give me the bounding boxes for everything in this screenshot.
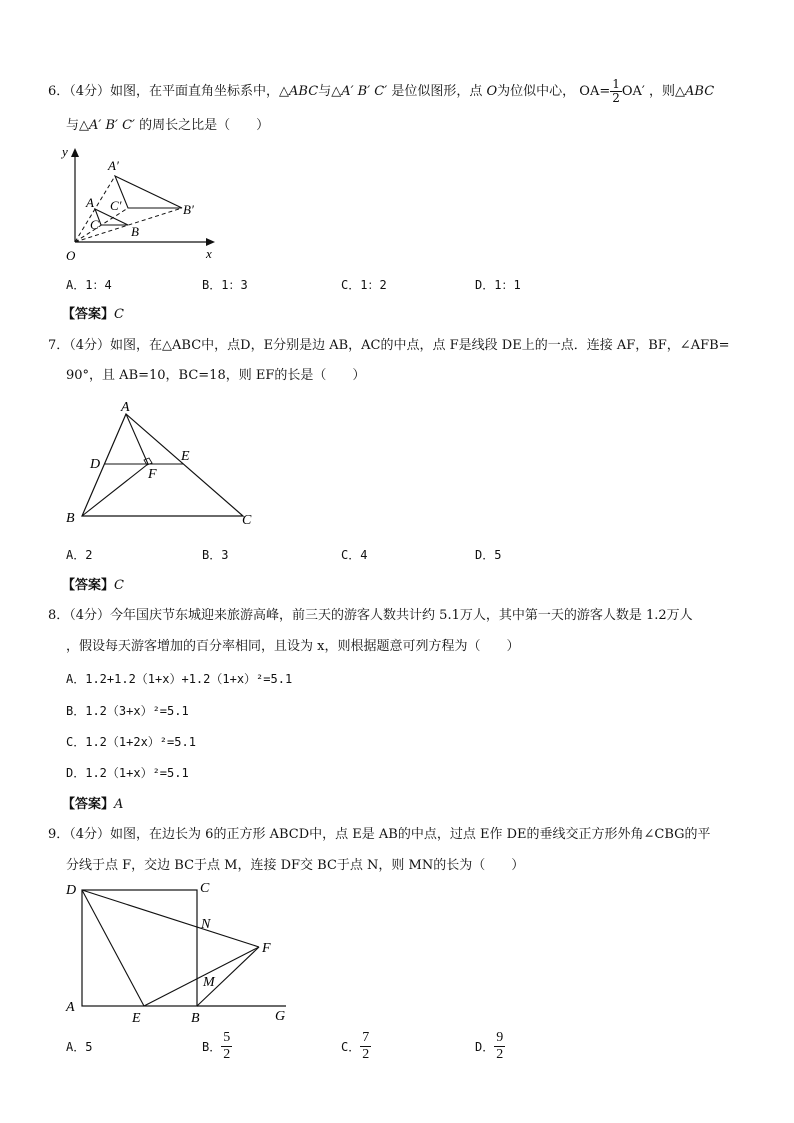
label-y: y <box>62 144 68 159</box>
q6-option-a: A．1：4 <box>66 278 112 292</box>
label-e: E <box>181 449 190 464</box>
label-f: F <box>262 941 271 956</box>
q8-stem-line2: ，假设每天游客增加的百分率相同，且设为 x，则根据题意可列方程为（ ） <box>66 639 520 654</box>
label-a: A <box>86 195 94 210</box>
q7-stem-line1: 7．（4分）如图，在△ABC中，点D，E分别是边 AB，AC的中点，点 F是线段 DE上的一点．连接 AF，BF，∠AFB= <box>48 338 730 353</box>
segment-df <box>82 890 259 947</box>
q9-option-c: C． $\frac{7}{2}$ <box>341 1030 370 1062</box>
label-a1: A′ <box>108 158 119 173</box>
label-f: F <box>148 467 157 482</box>
q7-figure <box>60 396 260 534</box>
q8-option-d: D．1.2（1+x）²=5.1 <box>66 766 189 780</box>
q9-stem-line2: 分线于点 F，交边 BC于点 M，连接 DF交 BC于点 N，则 MN的长为（ ） <box>66 858 525 873</box>
label-e: E <box>132 1011 141 1026</box>
triangle-abc <box>82 414 243 516</box>
label-c: C <box>242 513 252 528</box>
q8-option-b: B．1.2（3+x）²=5.1 <box>66 704 189 718</box>
label-d: D <box>90 457 101 472</box>
square-abcd <box>82 890 197 1006</box>
label-m: M <box>203 975 215 990</box>
q7-option-d: D．5 <box>475 548 502 562</box>
label-c1: C′ <box>110 198 122 213</box>
q7-option-b: B．3 <box>202 548 229 562</box>
label-n: N <box>201 917 211 932</box>
q6-option-d: D．1：1 <box>475 278 521 292</box>
label-c: C <box>200 881 210 896</box>
triangle-a1b1c1 <box>115 176 182 208</box>
q6-answer: 【答案】C <box>62 307 124 322</box>
q6-ratio: OA= $\frac{1}{2}$ OA′ <box>579 77 645 105</box>
q6-option-b: B．1：3 <box>202 278 248 292</box>
label-b: B <box>66 511 75 526</box>
y-axis-arrow <box>71 148 79 157</box>
q6-figure <box>60 140 230 265</box>
label-b: B <box>131 224 139 239</box>
q9-option-b: B． $\frac{5}{2}$ <box>202 1030 231 1062</box>
q8-answer: 【答案】A <box>62 797 124 812</box>
label-d: D <box>66 883 77 898</box>
label-b: B <box>191 1011 200 1026</box>
segment-ef <box>144 947 259 1006</box>
q7-answer: 【答案】C <box>62 578 124 593</box>
q9-figure <box>60 876 300 1026</box>
q9-stem-line1: 9．（4分）如图，在边长为 6的正方形 ABCD中，点 E是 AB的中点，过点 E作 DE的垂线交正方形外角∠CBG的平 <box>48 827 711 842</box>
x-axis-arrow <box>206 238 215 246</box>
q9-option-d: D． $\frac{9}{2}$ <box>475 1030 504 1062</box>
q9-option-a: A．5 <box>66 1040 93 1054</box>
label-a: A <box>66 1000 75 1015</box>
q6-option-c: C．1：2 <box>341 278 387 292</box>
q7-stem-line2: 90°，且 AB=10，BC=18，则 EF的长是（ ） <box>66 368 366 383</box>
q6-stem-line2: 与△A′ B′ C′ 的周长之比是（ ） <box>66 118 270 133</box>
segment-af <box>126 414 148 464</box>
q8-option-a: A．1.2+1.2（1+x）+1.2（1+x）²=5.1 <box>66 672 293 686</box>
q8-stem-line1: 8．（4分）今年国庆节东城迎来旅游高峰，前三天的游客人数共计约 5.1万人，其中第一天的游客人数是 1.2万人 <box>48 608 693 623</box>
label-x: x <box>206 246 212 261</box>
label-a: A <box>121 400 130 415</box>
label-c: C <box>90 217 99 232</box>
q6-stem-line1: 6．（4分）如图，在平面直角坐标系中，△ABC与△A′ B′ C′ 是位似图形，点 O为位似中心， OA= $\frac{1}{2}$ OA′ ，则△ABC <box>48 77 715 105</box>
q7-option-a: A．2 <box>66 548 93 562</box>
label-b1: B′ <box>183 202 194 217</box>
label-o: O <box>66 248 76 263</box>
q8-option-c: C．1.2（1+2x）²=5.1 <box>66 735 196 749</box>
label-g: G <box>275 1009 286 1024</box>
q7-option-c: C．4 <box>341 548 368 562</box>
